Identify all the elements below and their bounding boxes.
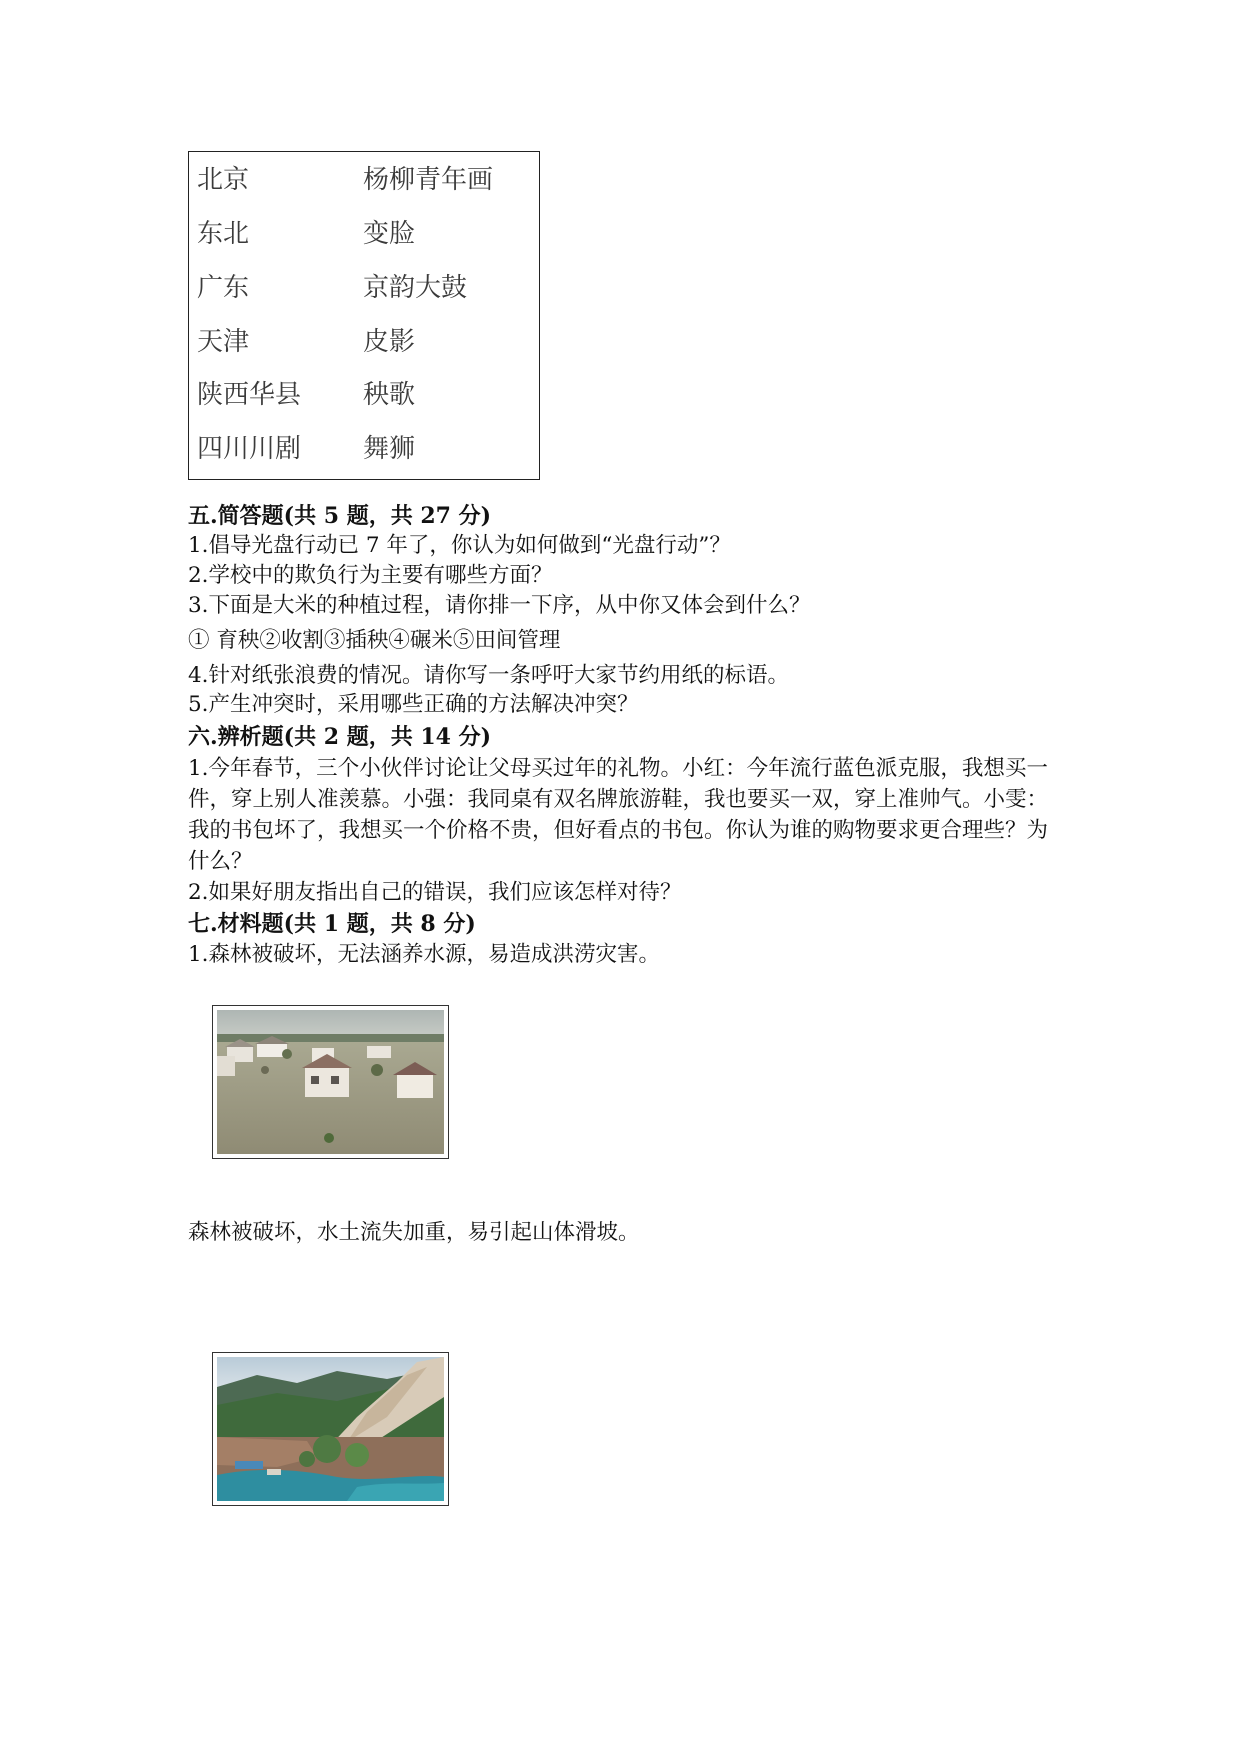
section-heading-short-answer: 五.简答题(共 5 题，共 27 分) [188, 503, 492, 529]
landslide-image [217, 1357, 444, 1501]
question-text: 5.产生冲突时，采用哪些正确的方法解决冲突？ [188, 692, 639, 717]
section-heading-material: 七.材料题(共 1 题，共 8 分) [188, 911, 476, 937]
question-options: ① 育秧②收割③插秧④碾米⑤田间管理 [188, 628, 561, 653]
flood-photo [212, 1005, 449, 1159]
art-form-label: 杨柳青年画 [363, 165, 494, 195]
region-label: 天津 [197, 327, 250, 357]
material-caption: 森林被破坏，水土流失加重，易引起山体滑坡。 [188, 1220, 640, 1245]
question-text: 2.学校中的欺负行为主要有哪些方面？ [188, 563, 553, 588]
region-label: 北京 [197, 165, 250, 195]
region-label: 广东 [197, 273, 250, 303]
region-label: 四川川剧 [197, 434, 302, 464]
question-text: 4.针对纸张浪费的情况。请你写一条呼吁大家节约用纸的标语。 [188, 663, 790, 688]
question-text: 1.倡导光盘行动已 7 年了，你认为如何做到“光盘行动”？ [188, 533, 731, 558]
matching-table [188, 151, 540, 480]
art-form-label: 舞狮 [363, 434, 416, 464]
art-form-label: 变脸 [363, 219, 416, 249]
region-label: 东北 [197, 219, 250, 249]
region-label: 陕西华县 [197, 380, 302, 410]
question-text: 2.如果好朋友指出自己的错误，我们应该怎样对待？ [188, 880, 682, 905]
question-text: 1.今年春节，三个小伙伴讨论让父母买过年的礼物。小红：今年流行蓝色派克服，我想买一件，穿上别人准羡慕。小强：我同桌有双名牌旅游鞋，我也要买一双，穿上准帅气。小雯：我的书包坏了，我想买一个价格不贵，但好看点的书包。你认为谁的购物要求更合理些？为什么？ [188, 756, 1049, 874]
art-form-label: 秧歌 [363, 380, 416, 410]
section-heading-analysis: 六.辨析题(共 2 题，共 14 分) [188, 724, 492, 750]
flood-image [217, 1010, 444, 1154]
art-form-label: 京韵大鼓 [363, 273, 468, 303]
question-text: 1.森林被破坏，无法涵养水源，易造成洪涝灾害。 [188, 942, 661, 967]
art-form-label: 皮影 [363, 327, 416, 357]
landslide-photo [212, 1352, 449, 1506]
question-text: 3.下面是大米的种植过程，请你排一下序，从中你又体会到什么？ [188, 593, 811, 618]
